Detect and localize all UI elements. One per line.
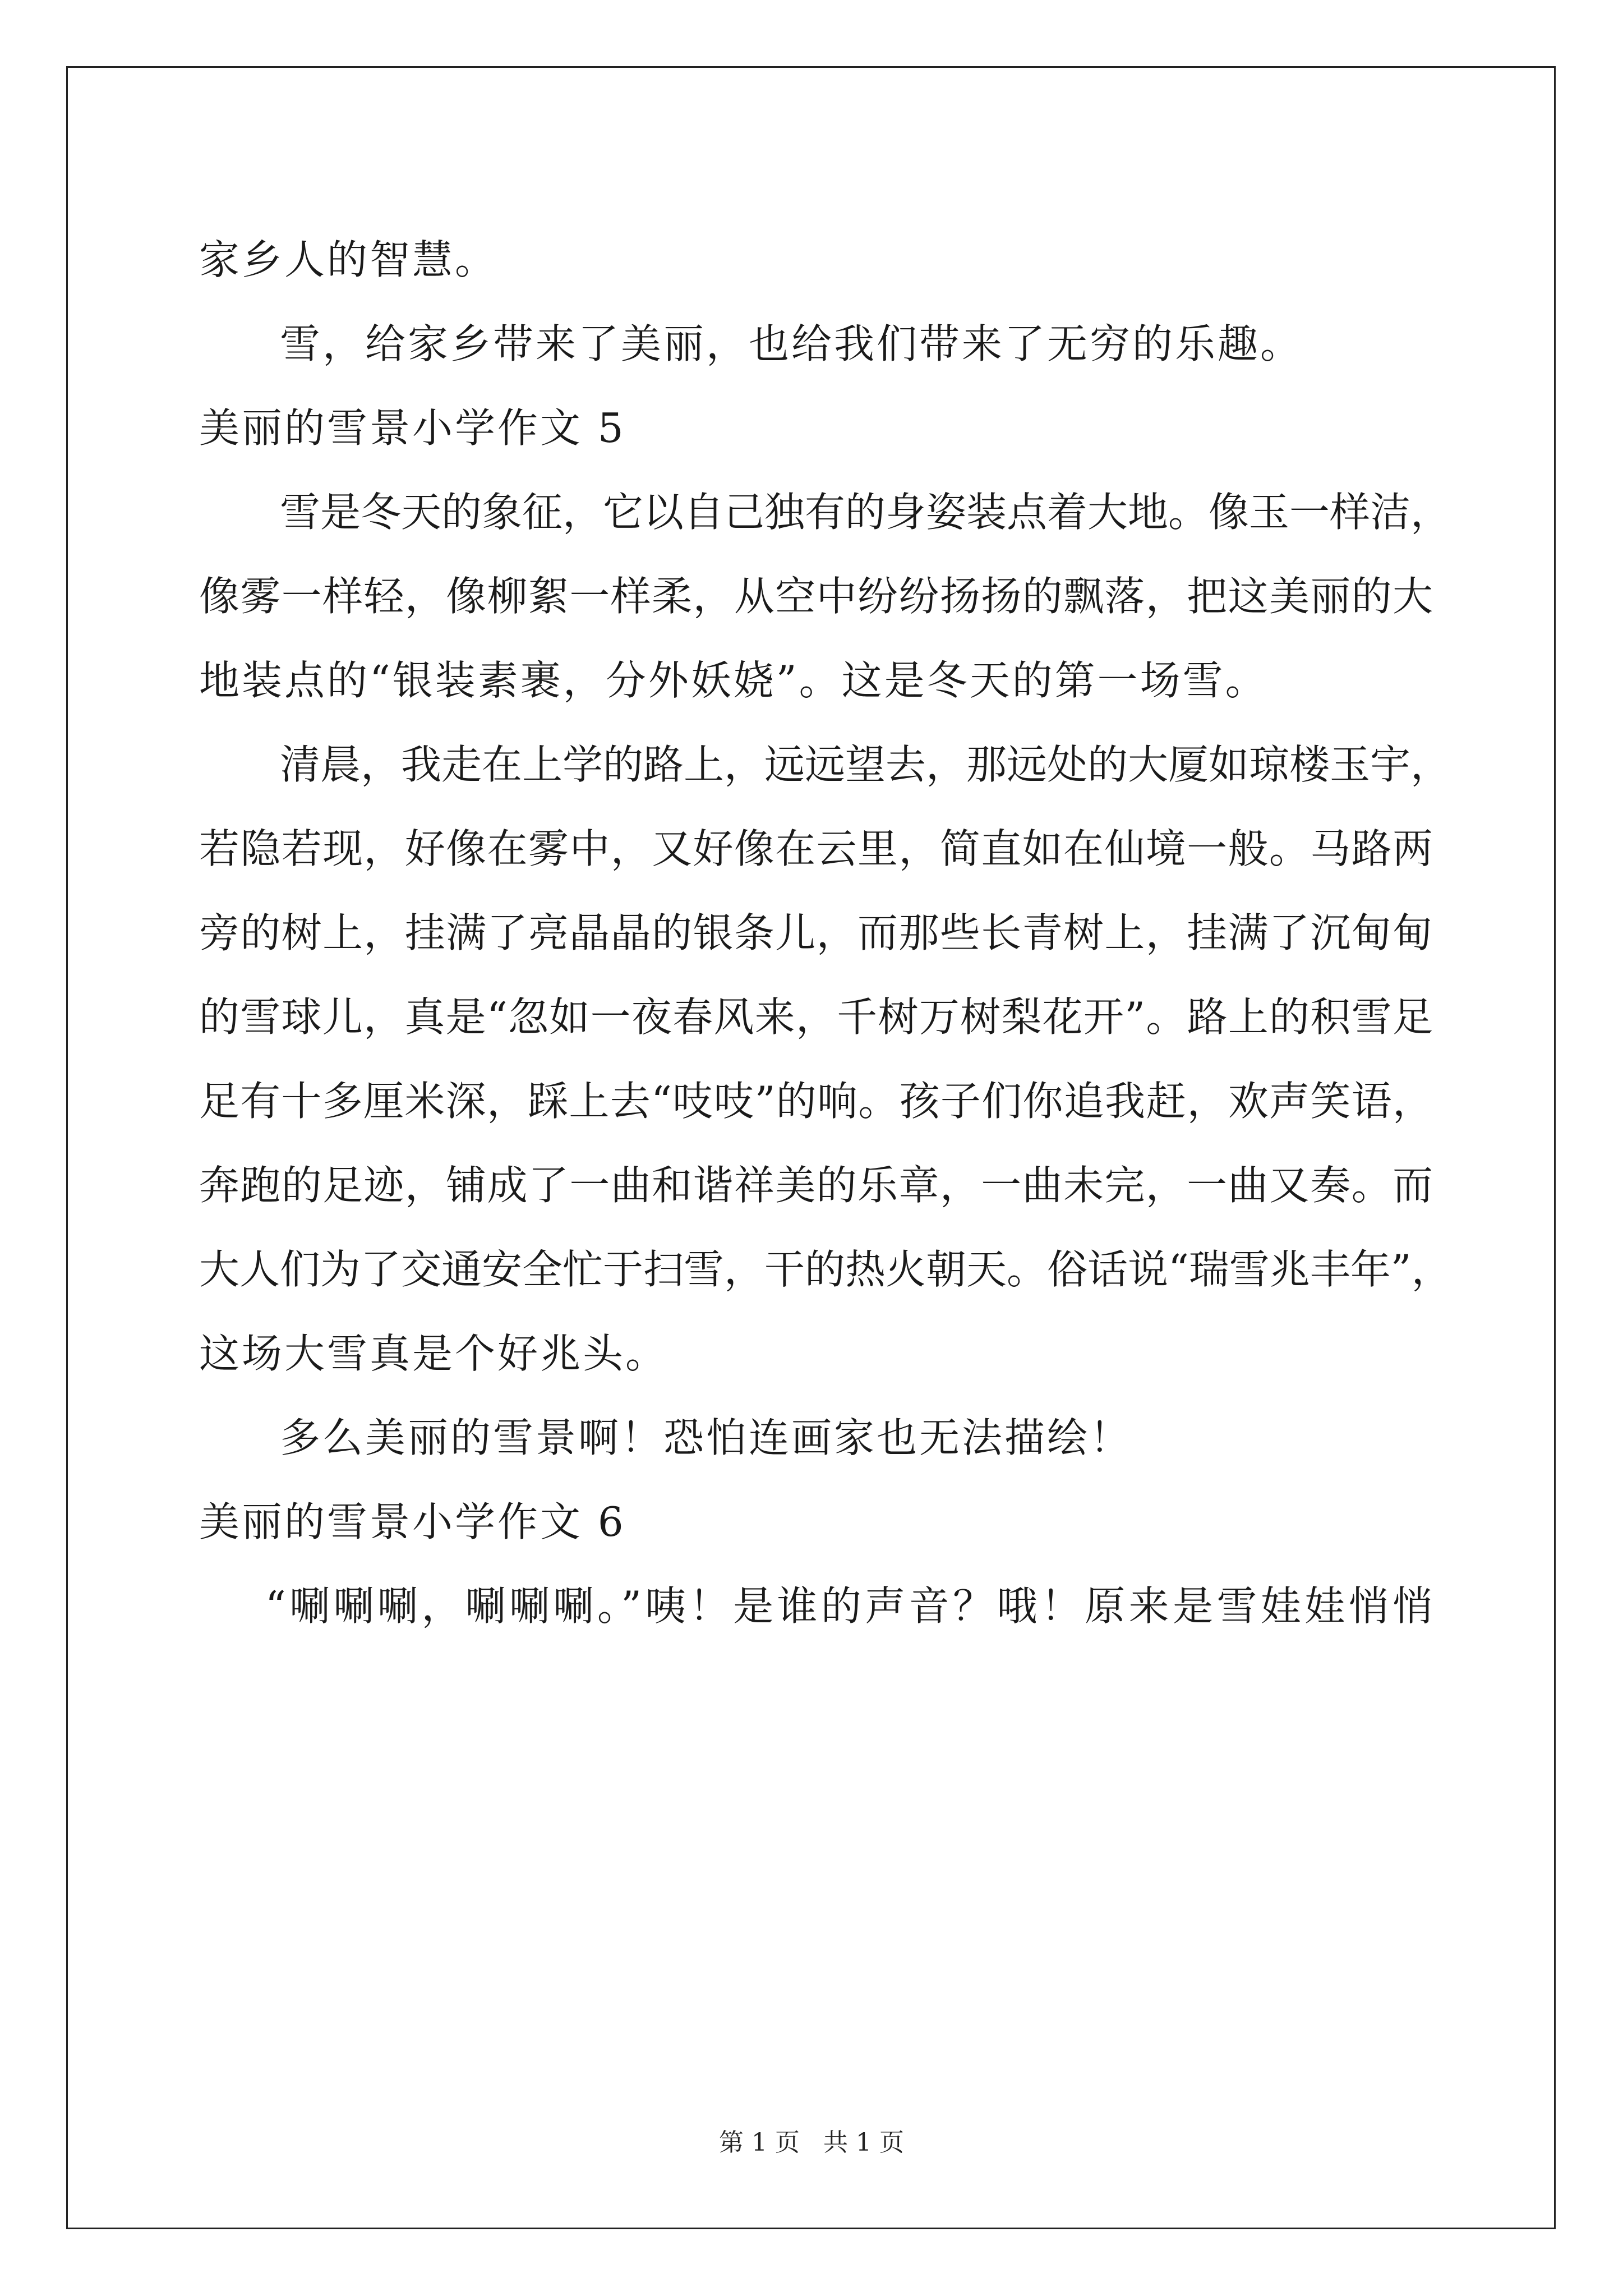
text-line-17: “唰唰唰，唰唰唰。”咦！是谁的声音？哦！原来是雪娃娃悄悄 xyxy=(265,1582,1433,1630)
text-line-13: 大人们为了交通安全忙于扫雪，干的热火朝天。俗话说“瑞雪兆丰年”， xyxy=(199,1246,1452,1293)
text-line-10: 的雪球儿，真是“忽如一夜春风来，千树万树梨花开”。路上的积雪足 xyxy=(199,993,1433,1041)
section-heading-5: 美丽的雪景小学作文 5 xyxy=(199,404,626,452)
section-heading-6: 美丽的雪景小学作文 6 xyxy=(199,1498,626,1545)
text-line-6: 地装点的“银装素裹，分外妖娆”。这是冬天的第一场雪。 xyxy=(199,657,1268,704)
text-line-8: 若隐若现，好像在雾中，又好像在云里，简直如在仙境一般。马路两 xyxy=(199,825,1433,872)
text-line-14: 这场大雪真是个好兆头。 xyxy=(199,1330,668,1377)
text-line-15: 多么美丽的雪景啊！恐怕连画家也无法描绘！ xyxy=(280,1414,1133,1461)
text-line-2: 雪，给家乡带来了美丽，也给我们带来了无穷的乐趣。 xyxy=(280,320,1303,367)
text-line-12: 奔跑的足迹，铺成了一曲和谐祥美的乐章，一曲未完，一曲又奏。而 xyxy=(199,1162,1433,1209)
text-line-9: 旁的树上，挂满了亮晶晶的银条儿，而那些长青树上，挂满了沉甸甸 xyxy=(199,909,1433,956)
text-line-7: 清晨，我走在上学的路上，远远望去，那远处的大厦如琼楼玉宇， xyxy=(280,741,1451,788)
text-line-11: 足有十多厘米深，踩上去“吱吱”的响。孩子们你追我赶，欢声笑语， xyxy=(199,1078,1433,1125)
document-body xyxy=(199,218,1452,1648)
text-line-1: 家乡人的智慧。 xyxy=(199,236,498,283)
page-footer: 第 1 页 共 1 页 xyxy=(719,2128,904,2157)
text-line-5: 像雾一样轻，像柳絮一样柔，从空中纷纷扬扬的飘落，把这美丽的大 xyxy=(199,573,1433,620)
text-line-4: 雪是冬天的象征，它以自己独有的身姿装点着大地。像玉一样洁， xyxy=(280,489,1451,536)
